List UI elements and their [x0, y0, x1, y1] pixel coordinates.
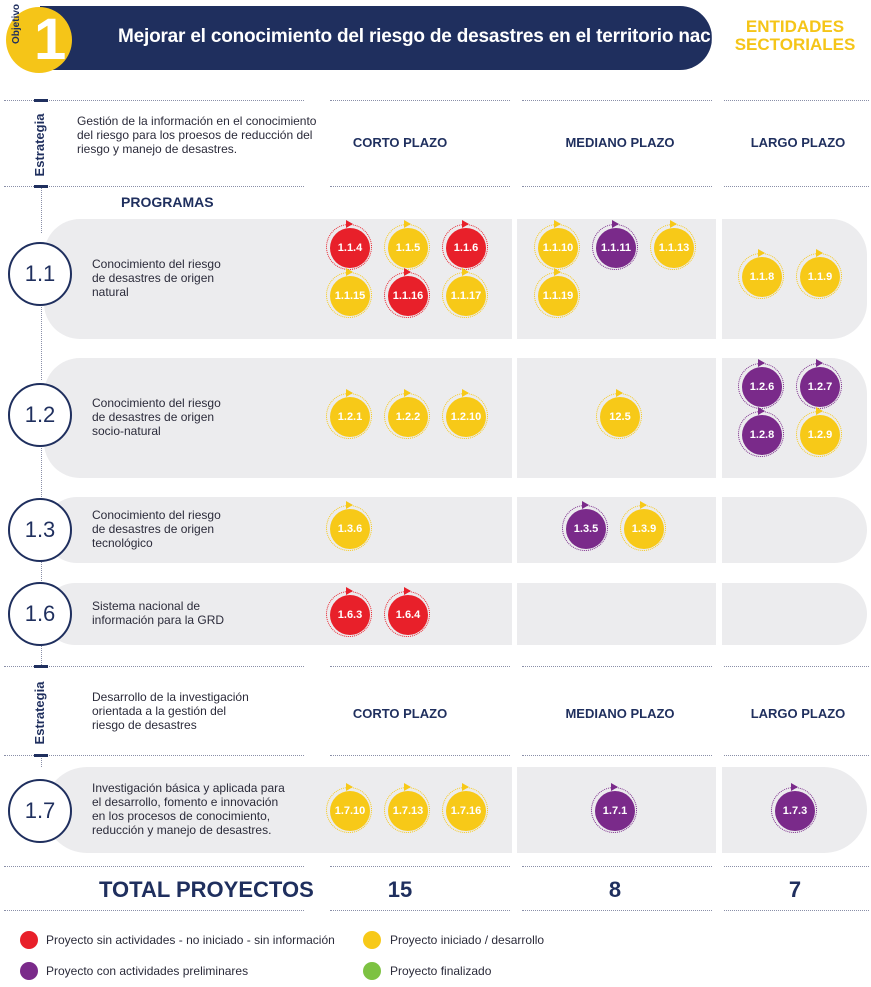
entidades-heading	[720, 18, 870, 54]
program-desc-line: tecnológico	[92, 536, 153, 550]
project-badge: 1.3.9	[624, 509, 664, 549]
divider	[522, 866, 712, 867]
legend-green-icon	[363, 962, 381, 980]
legend-purple-icon	[20, 962, 38, 980]
project-badge: 1.1.4	[330, 228, 370, 268]
progress-arrow-icon	[554, 268, 561, 276]
row-bg	[722, 497, 867, 563]
divider	[522, 910, 712, 911]
project-badge: 1.1.10	[538, 228, 578, 268]
objective-label: Objetivo	[11, 3, 22, 44]
legend-purple-text: Proyecto con actividades preliminares	[46, 964, 249, 978]
program-id-1-3: 1.3	[8, 498, 72, 562]
divider	[4, 100, 304, 101]
strategy-desc-line: orientada a la gestión del	[92, 704, 227, 718]
divider	[522, 186, 712, 187]
project-badge: 12.5	[600, 397, 640, 437]
project-badge: 1.1.9	[800, 257, 840, 297]
objective-number: 1	[34, 7, 67, 72]
project-badge: 1.1.8	[742, 257, 782, 297]
divider	[330, 866, 510, 867]
entidades-line2: SECTORIALES	[734, 35, 856, 54]
program-desc-line: socio-natural	[92, 424, 161, 438]
largo-plazo-header: LARGO PLAZO	[750, 135, 846, 150]
strategy-desc-line: Gestión de la información en el conocimiento	[77, 114, 317, 128]
program-desc-line: de desastres de origen	[92, 410, 215, 424]
project-badge: 1.1.17	[446, 276, 486, 316]
divider	[522, 755, 712, 756]
project-badge: 1.3.6	[330, 509, 370, 549]
project-badge: 1.7.1	[595, 791, 635, 831]
strategy-label: Estrategia	[32, 113, 47, 177]
strategy-desc-line: del riesgo para los proesos de reducción del	[77, 128, 313, 142]
divider	[4, 666, 304, 667]
divider	[330, 755, 510, 756]
program-desc-line: Conocimiento del riesgo	[92, 508, 221, 522]
progress-arrow-icon	[640, 501, 647, 509]
row-bg	[722, 583, 867, 645]
program-desc-line: reducción y manejo de desastres.	[92, 823, 272, 837]
program-desc-line: de desastres de origen	[92, 522, 215, 536]
progress-arrow-icon	[346, 501, 353, 509]
project-badge: 1.7.16	[446, 791, 486, 831]
project-badge: 1.1.16	[388, 276, 428, 316]
progress-arrow-icon	[404, 389, 411, 397]
strategy-description	[92, 690, 322, 732]
program-desc	[92, 781, 322, 837]
progress-arrow-icon	[346, 783, 353, 791]
strategy-label: Estrategia	[32, 681, 47, 745]
project-badge: 1.1.11	[596, 228, 636, 268]
progress-arrow-icon	[404, 268, 411, 276]
project-badge: 1.1.5	[388, 228, 428, 268]
strategy-tick	[34, 99, 48, 102]
divider	[4, 186, 304, 187]
divider	[724, 666, 869, 667]
divider	[724, 755, 869, 756]
project-badge: 1.7.10	[330, 791, 370, 831]
spine	[41, 188, 42, 233]
project-badge: 1.3.5	[566, 509, 606, 549]
project-badge: 1.1.19	[538, 276, 578, 316]
progress-arrow-icon	[462, 268, 469, 276]
largo-plazo-header: LARGO PLAZO	[750, 706, 846, 721]
progress-arrow-icon	[816, 407, 823, 415]
program-desc-line: el desarrollo, fomento e innovación	[92, 795, 279, 809]
spine	[41, 300, 42, 380]
progress-arrow-icon	[462, 783, 469, 791]
project-badge: 1.6.3	[330, 595, 370, 635]
divider	[522, 100, 712, 101]
progress-arrow-icon	[346, 220, 353, 228]
project-badge: 1.6.4	[388, 595, 428, 635]
divider	[330, 186, 510, 187]
project-badge: 1.2.10	[446, 397, 486, 437]
progress-arrow-icon	[816, 359, 823, 367]
progress-arrow-icon	[758, 249, 765, 257]
project-badge: 1.2.9	[800, 415, 840, 455]
progress-arrow-icon	[346, 268, 353, 276]
program-desc-line: Sistema nacional de	[92, 599, 201, 613]
strategy-description	[77, 114, 327, 156]
progress-arrow-icon	[758, 407, 765, 415]
mediano-plazo-header: MEDIANO PLAZO	[565, 135, 675, 150]
progress-arrow-icon	[404, 587, 411, 595]
strategy-desc-line: Desarrollo de la investigación	[92, 690, 249, 704]
programas-heading: PROGRAMAS	[121, 194, 214, 210]
divider	[724, 186, 869, 187]
corto-plazo-header: CORTO PLAZO	[352, 135, 448, 150]
progress-arrow-icon	[554, 220, 561, 228]
legend-red-icon	[20, 931, 38, 949]
row-bg	[517, 497, 716, 563]
divider	[724, 100, 869, 101]
total-corto: 15	[387, 877, 413, 902]
program-desc-line: información para la GRD	[92, 613, 225, 627]
total-mediano: 8	[608, 877, 622, 902]
project-badge: 1.2.1	[330, 397, 370, 437]
project-badge: 1.7.3	[775, 791, 815, 831]
progress-arrow-icon	[346, 389, 353, 397]
progress-arrow-icon	[612, 220, 619, 228]
program-desc-line: Investigación básica y aplicada para	[92, 781, 285, 795]
page-title: Mejorar el conocimiento del riesgo de desastres en el territorio nacional	[118, 26, 754, 47]
divider	[724, 910, 869, 911]
divider	[330, 100, 510, 101]
divider	[330, 666, 510, 667]
program-desc	[92, 599, 292, 627]
legend-yellow-text: Proyecto iniciado / desarrollo	[390, 933, 545, 947]
total-label: TOTAL PROYECTOS	[99, 877, 314, 902]
divider	[4, 866, 304, 867]
project-badge: 1.1.15	[330, 276, 370, 316]
divider	[724, 866, 869, 867]
project-badge: 1.2.8	[742, 415, 782, 455]
project-badge: 1.2.6	[742, 367, 782, 407]
spine	[41, 445, 42, 505]
project-badge: 1.2.7	[800, 367, 840, 407]
project-badge: 1.1.13	[654, 228, 694, 268]
progress-arrow-icon	[758, 359, 765, 367]
progress-arrow-icon	[404, 220, 411, 228]
strategy-tick	[34, 754, 48, 757]
divider	[522, 666, 712, 667]
project-badge: 1.2.2	[388, 397, 428, 437]
progress-arrow-icon	[611, 783, 618, 791]
legend-yellow-icon	[363, 931, 381, 949]
mediano-plazo-header: MEDIANO PLAZO	[565, 706, 675, 721]
program-desc-line: de desastres de origen	[92, 271, 215, 285]
divider	[4, 910, 304, 911]
legend-red-text: Proyecto sin actividades - no iniciado - sin información	[46, 933, 335, 947]
progress-arrow-icon	[462, 220, 469, 228]
row-bg	[517, 583, 716, 645]
progress-arrow-icon	[616, 389, 623, 397]
program-desc	[92, 396, 292, 438]
program-id-1-1: 1.1	[8, 242, 72, 306]
strategy-desc-line: riesgo y manejo de desastres.	[77, 142, 238, 156]
strategy-desc-line: riesgo de desastres	[92, 718, 197, 732]
total-largo: 7	[788, 877, 802, 902]
program-desc-line: Conocimiento del riesgo	[92, 257, 221, 271]
program-id-1-6: 1.6	[8, 582, 72, 646]
program-desc-line: en los procesos de conocimiento,	[92, 809, 271, 823]
progress-arrow-icon	[816, 249, 823, 257]
program-desc	[92, 257, 292, 299]
program-desc-line: natural	[92, 285, 129, 299]
project-badge: 1.1.6	[446, 228, 486, 268]
project-badge: 1.7.13	[388, 791, 428, 831]
corto-plazo-header: CORTO PLAZO	[352, 706, 448, 721]
divider	[4, 755, 304, 756]
progress-arrow-icon	[582, 501, 589, 509]
divider	[330, 910, 510, 911]
progress-arrow-icon	[346, 587, 353, 595]
progress-arrow-icon	[670, 220, 677, 228]
legend-green-text: Proyecto finalizado	[390, 964, 492, 978]
progress-arrow-icon	[791, 783, 798, 791]
progress-arrow-icon	[404, 783, 411, 791]
strategy-tick	[34, 665, 48, 668]
program-desc	[92, 508, 292, 550]
progress-arrow-icon	[462, 389, 469, 397]
program-desc-line: Conocimiento del riesgo	[92, 396, 221, 410]
program-id-1-7: 1.7	[8, 779, 72, 843]
program-id-1-2: 1.2	[8, 383, 72, 447]
entidades-line1: ENTIDADES	[745, 17, 845, 36]
